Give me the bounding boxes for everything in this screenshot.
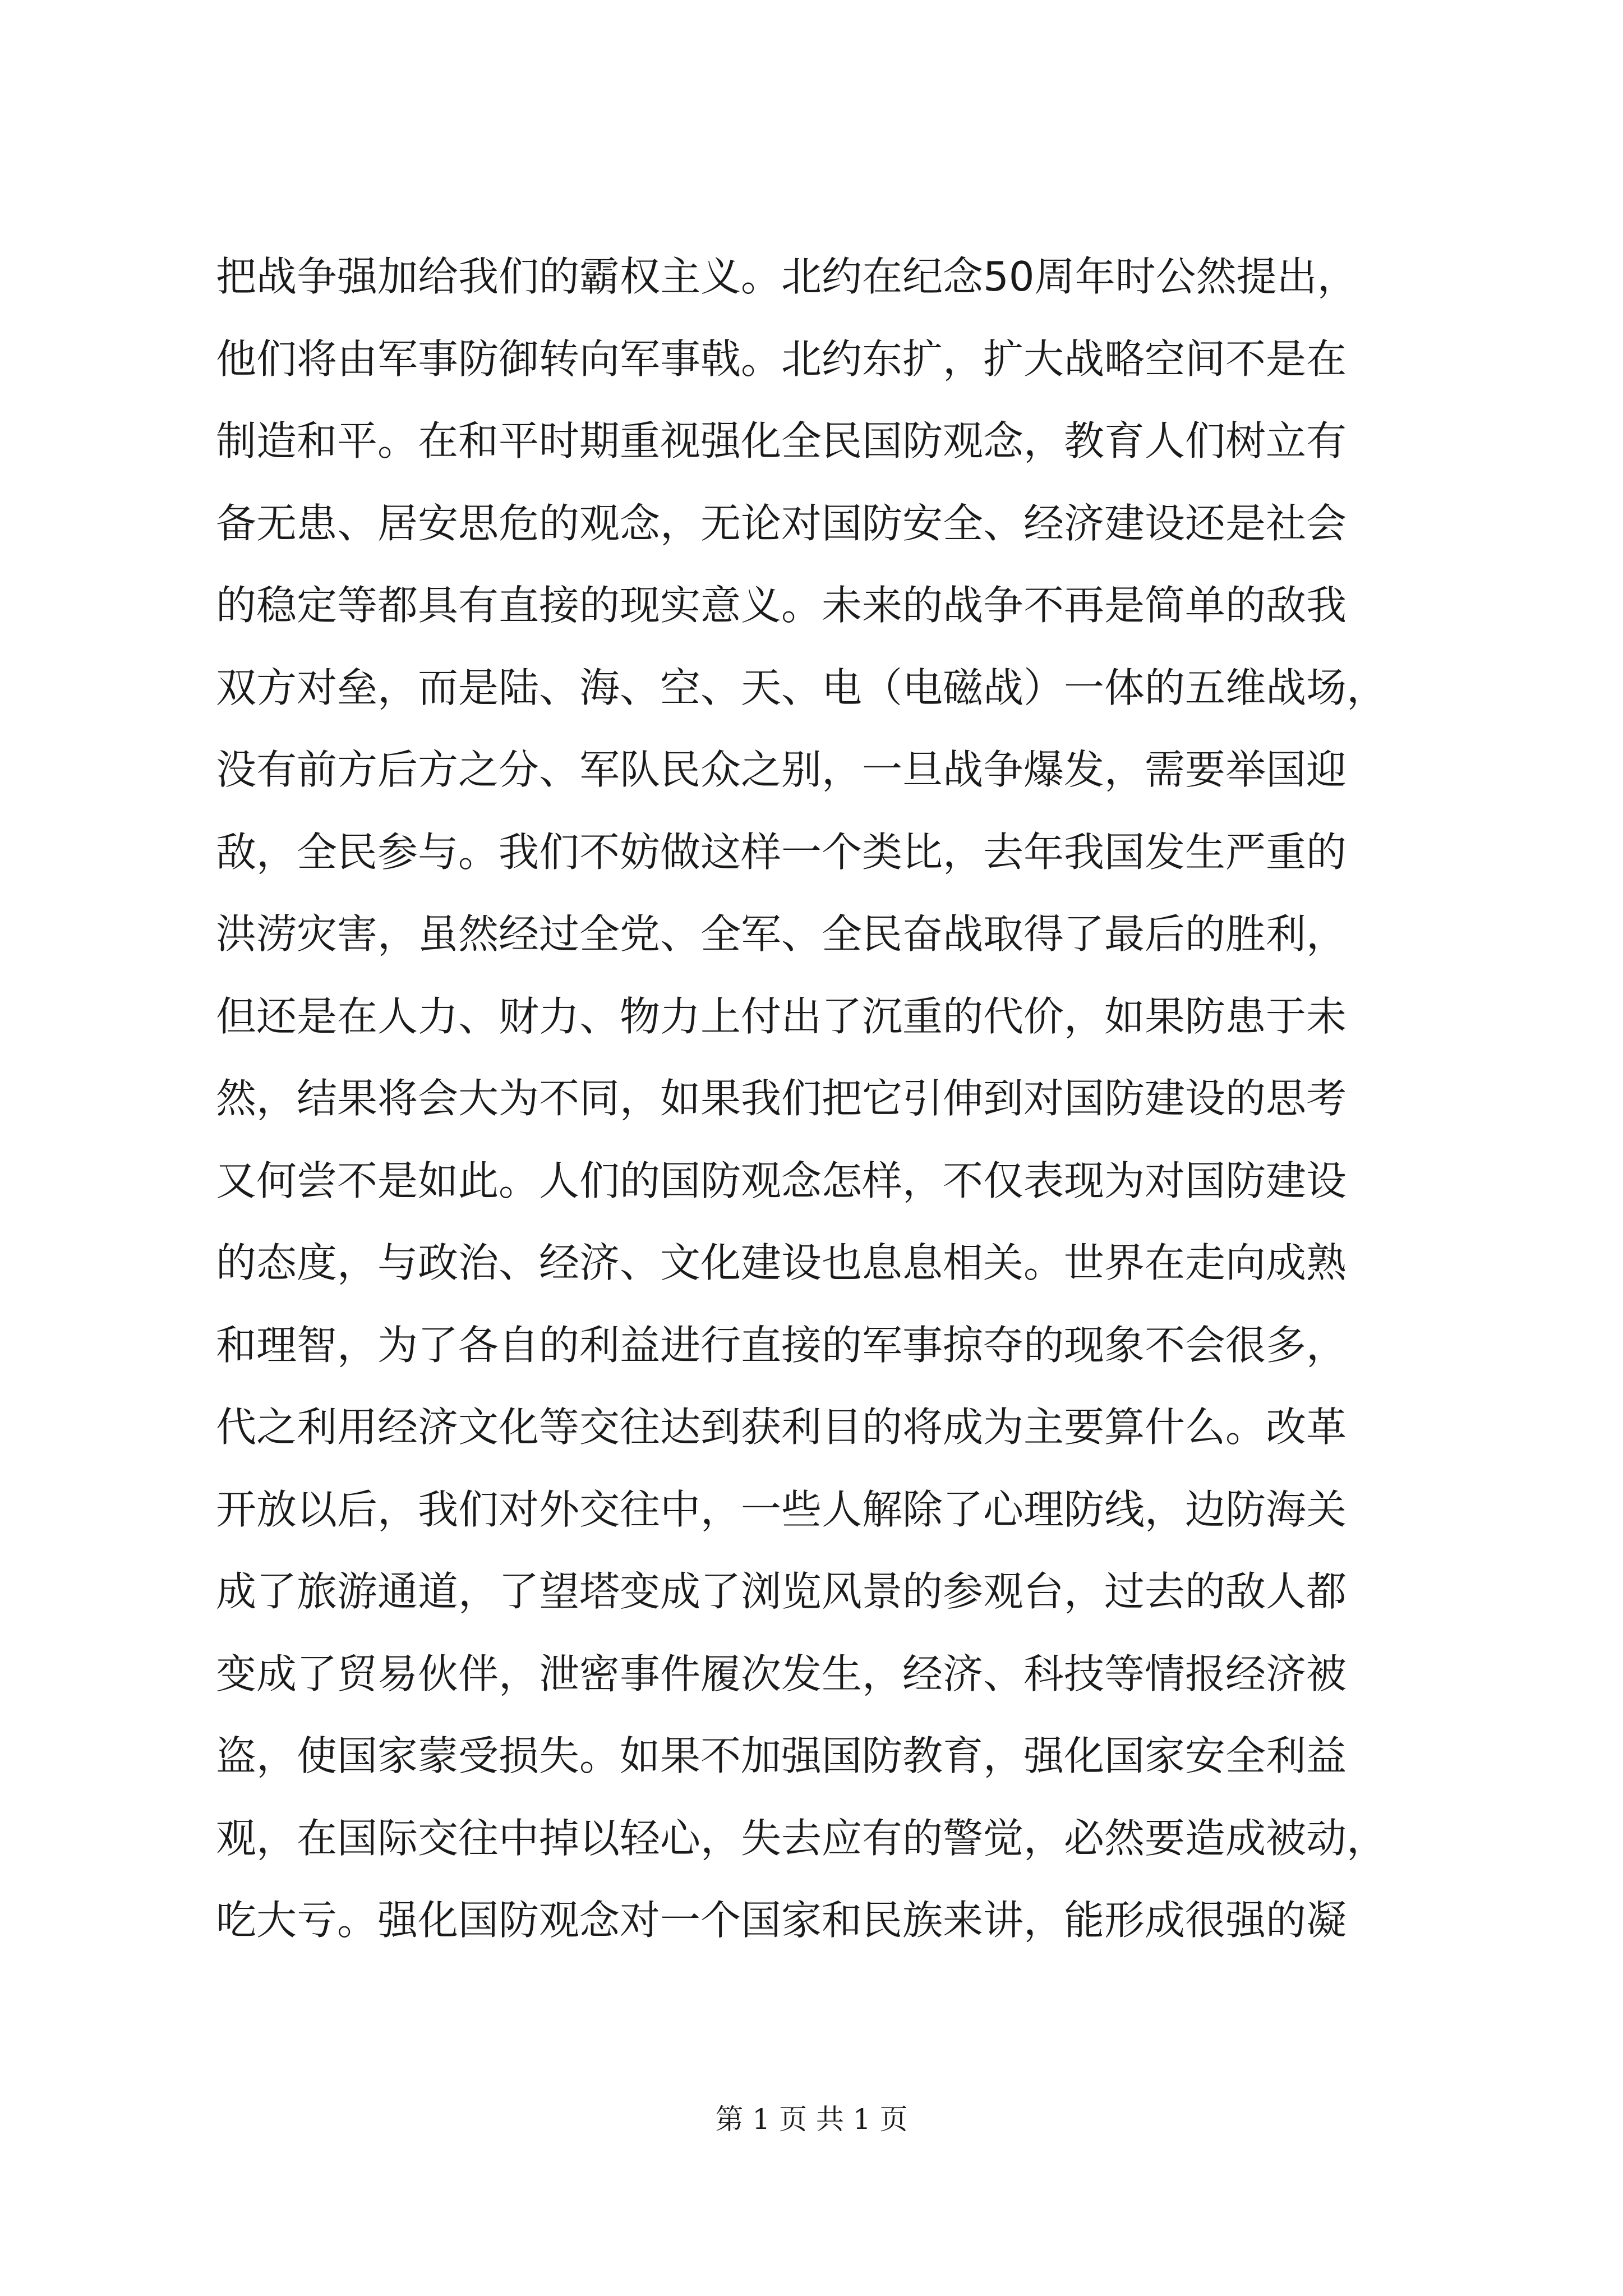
text-line: 观，在国际交往中掉以轻心，失去应有的警觉，必然要造成被动， <box>216 1814 1387 1862</box>
text-line: 然，结果将会大为不同，如果我们把它引伸到对国防建设的思考 <box>216 1075 1347 1122</box>
page-footer: 第 1 页 共 1 页 <box>715 2103 908 2136</box>
text-line: 变成了贸易伙伴，泄密事件履次发生，经济、科技等情报经济被 <box>216 1650 1347 1697</box>
text-line: 他们将由军事防御转向军事戟。北约东扩，扩大战略空间不是在 <box>216 335 1347 383</box>
text-line: 开放以后，我们对外交往中，一些人解除了心理防线，边防海关 <box>216 1485 1347 1533</box>
text-line: 敌，全民参与。我们不妨做这样一个类比，去年我国发生严重的 <box>216 828 1347 876</box>
text-line: 把战争强加给我们的霸权主义。北约在纪念50周年时公然提出， <box>216 253 1358 300</box>
text-line: 代之利用经济文化等交往达到获利目的将成为主要算什么。改革 <box>216 1404 1347 1451</box>
text-line: 洪涝灾害，虽然经过全党、全军、全民奋战取得了最后的胜利， <box>216 910 1347 958</box>
text-line: 成了旅游通道，了望塔变成了浏览风景的参观台，过去的敌人都 <box>216 1568 1347 1615</box>
body-paragraph <box>216 236 1444 1962</box>
text-line: 和理智，为了各自的利益进行直接的军事掠夺的现象不会很多， <box>216 1321 1347 1369</box>
text-line: 的态度，与政治、经济、文化建设也息息相关。世界在走向成熟 <box>216 1239 1347 1286</box>
text-line: 双方对垒，而是陆、海、空、天、电（电磁战）一体的五维战场， <box>216 664 1387 711</box>
text-line: 制造和平。在和平时期重视强化全民国防观念，教育人们树立有 <box>216 417 1347 464</box>
text-line: 没有前方后方之分、军队民众之别，一旦战争爆发，需要举国迎 <box>216 746 1347 793</box>
text-line: 备无患、居安思危的观念，无论对国防安全、经济建设还是社会 <box>216 499 1347 547</box>
text-line: 又何尝不是如此。人们的国防观念怎样，不仅表现为对国防建设 <box>216 1157 1347 1204</box>
text-line: 吃大亏。强化国防观念对一个国家和民族来讲，能形成很强的凝 <box>216 1897 1347 1944</box>
text-line: 但还是在人力、财力、物力上付出了沉重的代价，如果防患于未 <box>216 992 1347 1040</box>
text-line: 的稳定等都具有直接的现实意义。未来的战争不再是简单的敌我 <box>216 582 1347 629</box>
text-line: 盗，使国家蒙受损失。如果不加强国防教育，强化国家安全利益 <box>216 1732 1347 1779</box>
